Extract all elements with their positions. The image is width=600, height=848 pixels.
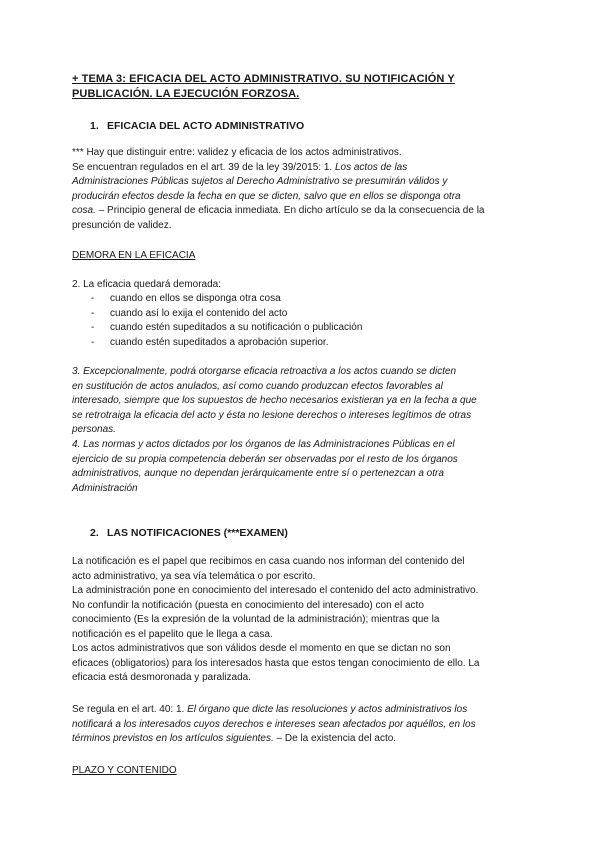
list-item-text: cuando estén supeditados a su notificación o publicación	[110, 322, 363, 333]
paragraph-line: ejercicio de su propia competencia deberán ser observadas por el resto de los órganos	[72, 453, 458, 465]
paragraph-line	[72, 204, 532, 219]
paragraph-line: Administración	[72, 482, 138, 494]
paragraph-line	[72, 190, 532, 205]
plazo-heading: PLAZO Y CONTENIDO	[72, 765, 177, 776]
section-1-number: 1.	[90, 120, 99, 132]
paragraph-line: personas.	[72, 424, 116, 435]
bullet-marker: -	[91, 336, 95, 348]
paragraph-line: *** Hay que distinguir entre: validez y eficacia de los actos administrativos.	[72, 147, 402, 158]
section-2-paragraph-2	[72, 703, 532, 747]
quoted-law-text: Los actos de las	[334, 161, 408, 173]
list-item-text: cuando en ellos se disponga otra cosa	[110, 293, 281, 304]
quoted-law-text: producirán efectos desde la fecha en que se dicten, salvo que en ellos se disponga otra	[72, 190, 461, 202]
section-2-number: 2.	[90, 527, 99, 539]
list-item	[72, 321, 532, 336]
demora-list	[72, 292, 532, 350]
paragraph-line	[72, 703, 532, 718]
demora-intro: 2. La eficacia quedará demorada:	[72, 279, 221, 290]
paragraph-line: notificación es el papelito que le llega a casa.	[72, 628, 273, 640]
list-item-text: cuando así lo exija el contenido del acto	[110, 307, 288, 319]
paragraph-line: 4. Las normas y actos dictados por los órganos de las Administraciones Públicas en el	[72, 439, 455, 450]
paragraph-line: eficacia está desmoronada y paralizada.	[72, 672, 251, 683]
paragraph-line: acto administrativo, ya sea vía telemática o por escrito.	[72, 570, 316, 582]
demora-heading: DEMORA EN LA EFICACIA	[72, 250, 196, 261]
list-item-text: cuando estén supeditados a aprobación superior.	[110, 336, 329, 348]
paragraph-line: conocimiento (Es la expresión de la voluntad de la administración); mientras que la	[72, 614, 440, 625]
quoted-law-text: cosa.	[72, 205, 96, 216]
section-1-title: EFICACIA DEL ACTO ADMINISTRATIVO	[107, 120, 305, 132]
paragraph-line: No confundir la notificación (puesta en conocimiento del interesado) con el acto	[72, 599, 424, 611]
paragraph-line: 3. Excepcionalmente, podrá otorgarse eficacia retroactiva a los actos cuando se dicten	[72, 366, 457, 377]
bullet-marker: -	[91, 293, 95, 304]
paragraph-line: La notificación es el papel que recibimos en casa cuando nos informan del contenido del	[72, 556, 465, 567]
quoted-law-text: notificará a los interesados cuyos derechos e intereses sean afectados por aquéllos, en los	[72, 718, 476, 730]
paragraph-line: eficaces (obligatorios) para los interesados hasta que estos tengan conocimiento de ello. La	[72, 657, 480, 669]
paragraph-text: Se regula en el art. 40: 1.	[72, 704, 188, 715]
section-2-paragraph-1	[72, 555, 532, 686]
section-1-paragraph	[72, 146, 532, 233]
paragraph-line: La administración pone en conocimiento del interesado el contenido del acto administrativo.	[72, 585, 479, 596]
bullet-marker: -	[91, 307, 95, 319]
document-title: + TEMA 3: EFICACIA DEL ACTO ADMINISTRATIVO. SU NOTIFICACIÓN Y PUBLICACIÓN. LA EJECUCIÓN FORZOSA.	[72, 73, 455, 100]
bullet-marker: -	[91, 322, 95, 333]
paragraph-text: – De la existencia del acto.	[273, 733, 397, 744]
paragraph-line: Los actos administrativos que son válidos desde el momento en que se dictan no son	[72, 643, 451, 654]
list-item	[72, 292, 532, 307]
quoted-law-text: Administraciones Públicas sujetos al Derecho Administrativo se presumirán válidos y	[72, 176, 448, 187]
demora-point-3	[72, 365, 534, 438]
paragraph-line: presunción de validez.	[72, 219, 172, 231]
quoted-law-text: El órgano que dicte las resoluciones y actos administrativos los	[187, 704, 468, 715]
paragraph-line	[72, 175, 532, 190]
section-1-heading	[90, 119, 304, 133]
paragraph-line	[72, 732, 532, 747]
paragraph-text: Se encuentran regulados en el art. 39 de la ley 39/2015: 1.	[72, 161, 335, 173]
section-2-title: LAS NOTIFICACIONES (***EXAMEN)	[107, 527, 288, 539]
section-2-heading	[90, 526, 288, 540]
paragraph-line: administrativos, aunque no dependan jerárquicamente entre sí o pertenezcan a otra	[72, 468, 444, 479]
paragraph-line: en sustitución de actos anulados, así como cuando produzcan efectos favorables al	[72, 380, 443, 392]
paragraph-line: se retrotraiga la eficacia del acto y ésta no lesione derechos o intereses legítimos de otras	[72, 409, 472, 421]
quoted-law-text: términos previstos en los artículos siguientes.	[72, 733, 274, 744]
list-item	[72, 336, 532, 351]
paragraph-line	[72, 161, 532, 176]
list-item	[72, 307, 532, 322]
paragraph-text: – Principio general de eficacia inmediata. En dicho artículo se da la consecuencia de la	[95, 205, 485, 216]
paragraph-line: interesado, siempre que los supuestos de hecho necesarios existieran ya en la fecha a que	[72, 395, 477, 406]
demora-point-4	[72, 438, 534, 496]
paragraph-line	[72, 718, 532, 733]
